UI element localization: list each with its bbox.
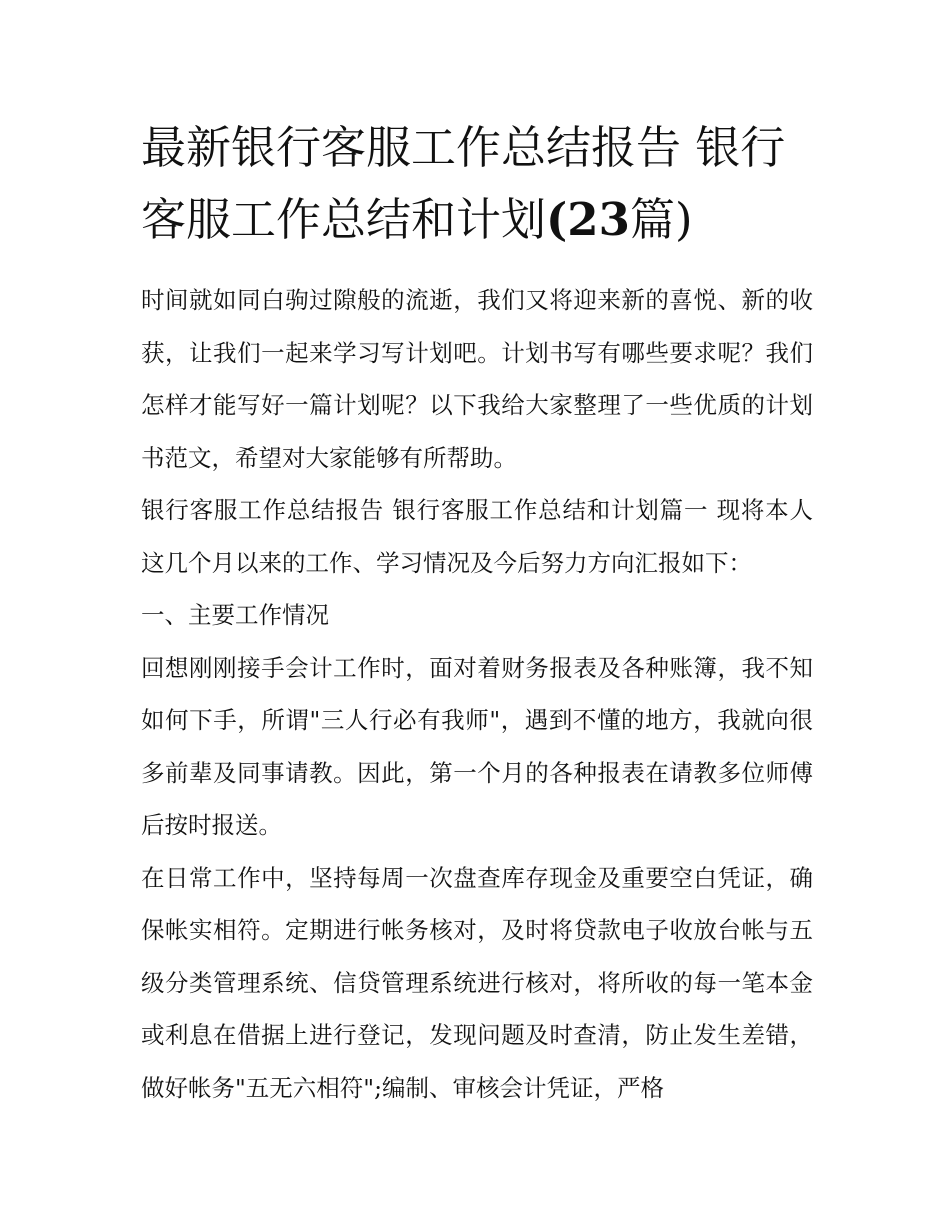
paragraph-accounting-start: 回想刚刚接手会计工作时，面对着财务报表及各种账簿，我不知如何下手，所谓"三人行必有我师"，遇到不懂的地方，我就向很多前辈及同事请教。因此，第一个月的各种报表在请教多位师傅后按时报送。 (141, 653, 813, 839)
paragraph-intro: 时间就如同白驹过隙般的流逝，我们又将迎来新的喜悦、新的收获，让我们一起来学习写计划吧。计划书写有哪些要求呢？我们怎样才能写好一篇计划呢？以下我给大家整理了一些优质的计划书范文，希望对大家能够有所帮助。 (141, 286, 813, 472)
paragraph-section-one: 银行客服工作总结报告 银行客服工作总结和计划篇一 现将本人这几个月以来的工作、学习情况及今后努力方向汇报如下： (141, 496, 813, 577)
section-heading-main-work: 一、主要工作情况 (141, 601, 329, 629)
title-count: (23 (546, 193, 630, 246)
document-body (141, 112, 813, 1114)
document-title: 最新银行客服工作总结报告 银行客服工作总结和计划(23篇) (141, 121, 786, 246)
paragraph-daily-work: 在日常工作中，坚持每周一次盘查库存现金及重要空白凭证，确保帐实相符。定期进行帐务核对，及时将贷款电子收放台帐与五级分类管理系统、信贷管理系统进行核对，将所收的每一笔本金或利息在借据上进行登记，发现问题及时查清，防止发生差错，做好帐务"五无六相符";编制、审核会计凭证，严格 (141, 863, 813, 1102)
